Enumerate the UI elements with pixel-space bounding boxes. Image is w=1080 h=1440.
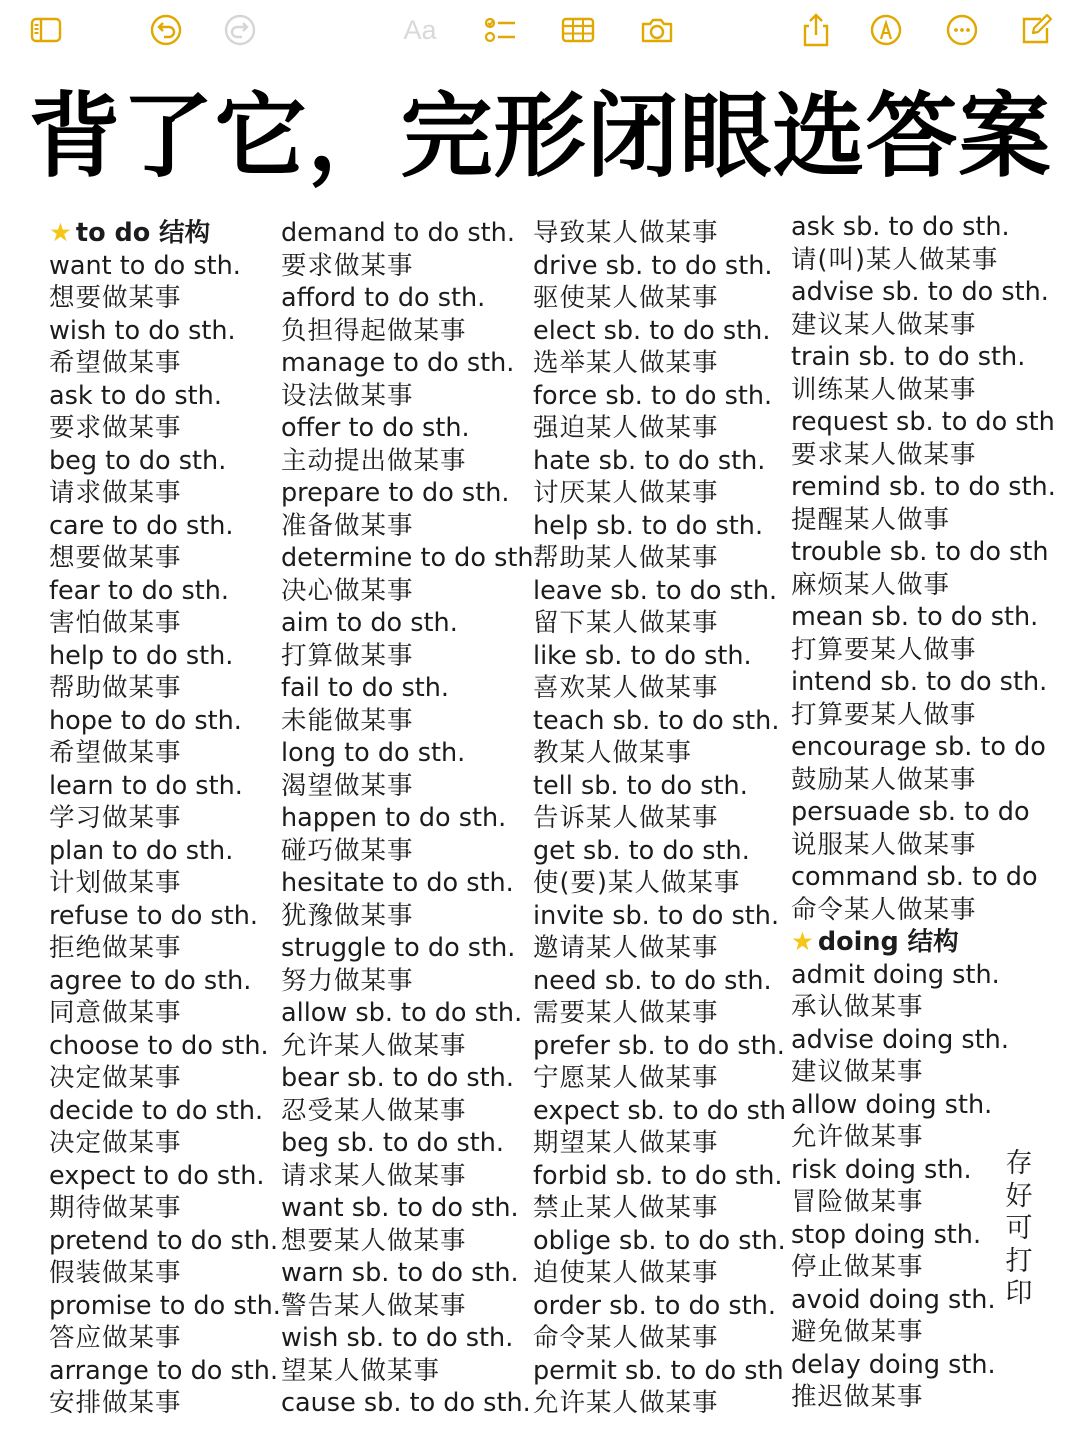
- vocab-line: manage to do sth.: [281, 348, 515, 378]
- vocab-line: 负担得起做某事: [281, 315, 467, 346]
- vocab-line: hope to do sth.: [49, 705, 242, 736]
- vocab-line: oblige sb. to do sth.: [533, 1225, 786, 1256]
- side-note: [1004, 1148, 1034, 1311]
- vocab-line: 主动提出做某事: [281, 445, 467, 476]
- vocab-line: 建议做某事: [791, 1057, 924, 1087]
- vocab-line: 要求做某事: [281, 250, 414, 281]
- vocab-line: 想要做某事: [49, 543, 182, 573]
- vocab-line: 停止做某事: [791, 1252, 924, 1282]
- vocab-line: forbid sb. to do sth.: [533, 1160, 783, 1191]
- camera-icon[interactable]: [637, 10, 677, 50]
- vocab-line: 决心做某事: [281, 575, 414, 606]
- vocab-line: intend sb. to do sth.: [791, 667, 1048, 697]
- vocab-line: 允许某人做某事: [533, 1388, 719, 1418]
- vocab-line: 导致某人做某事: [533, 218, 719, 248]
- sparkle-star-icon: ★: [791, 927, 814, 957]
- vocab-line: 需要某人做某事: [533, 998, 719, 1028]
- vocab-line: prepare to do sth.: [281, 478, 510, 508]
- vocab-line: 请(叫)某人做某事: [791, 244, 999, 275]
- vocab-line: help to do sth.: [49, 640, 234, 671]
- vocab-line: refuse to do sth.: [49, 900, 258, 931]
- vocab-line: 设法做某事: [281, 380, 414, 411]
- vocab-line: 鼓励某人做某事: [791, 764, 977, 795]
- vocab-line: trouble sb. to do sth: [791, 537, 1049, 567]
- vocab-line: expect to do sth.: [49, 1160, 265, 1191]
- side-note-char: 存: [1005, 1148, 1033, 1179]
- vocab-line: 答应做某事: [49, 1323, 182, 1353]
- vocab-line: 强迫某人做某事: [533, 413, 719, 443]
- vocab-line: agree to do sth.: [49, 965, 252, 996]
- vocab-line: plan to do sth.: [49, 835, 234, 866]
- vocab-line: 决定做某事: [49, 1063, 182, 1093]
- vocab-line: 要求做某事: [49, 413, 182, 443]
- vocab-line: 决定做某事: [49, 1128, 182, 1158]
- vocab-line: aim to do sth.: [281, 608, 458, 638]
- vocab-line: 同意做某事: [49, 998, 182, 1028]
- vocab-line: 避免做某事: [791, 1317, 924, 1347]
- vocab-line: pretend to do sth.: [49, 1225, 279, 1256]
- vocab-line: 请求做某事: [49, 478, 182, 508]
- vocab-line: 选举某人做某事: [533, 348, 719, 378]
- vocab-line: hate sb. to do sth.: [533, 445, 766, 476]
- vocab-line: 打算要某人做事: [791, 634, 977, 665]
- vocab-line: 犹豫做某事: [281, 900, 414, 931]
- vocab-line: like sb. to do sth.: [533, 640, 752, 671]
- share-icon[interactable]: [796, 10, 836, 50]
- vocab-line: beg sb. to do sth.: [281, 1128, 505, 1158]
- vocab-line: bear sb. to do sth.: [281, 1063, 514, 1093]
- vocab-line: help sb. to do sth.: [533, 510, 764, 541]
- vocab-line: 未能做某事: [281, 705, 414, 736]
- vocab-line: encourage sb. to do: [791, 732, 1046, 762]
- vocab-line: fail to do sth.: [281, 673, 450, 703]
- vocab-line: mean sb. to do sth.: [791, 602, 1039, 632]
- vocab-line: 安排做某事: [49, 1388, 182, 1418]
- vocab-line: 帮助某人做某事: [533, 543, 719, 573]
- vocab-line: 推迟做某事: [791, 1382, 924, 1412]
- vocab-line: ask to do sth.: [49, 380, 222, 411]
- vocab-line: want sb. to do sth.: [281, 1193, 519, 1223]
- vocab-line: care to do sth.: [49, 510, 234, 541]
- vocab-line: 宁愿某人做某事: [533, 1063, 719, 1093]
- vocab-line: 麻烦某人做事: [791, 569, 951, 600]
- vocab-line: elect sb. to do sth.: [533, 315, 771, 346]
- vocab-line: 望某人做某事: [281, 1355, 441, 1386]
- vocab-line: cause sb. to do sth.: [281, 1388, 531, 1418]
- more-icon[interactable]: [942, 10, 982, 50]
- vocab-line: 努力做某事: [281, 965, 414, 996]
- vocab-line: 渴望做某事: [281, 770, 414, 801]
- markup-icon[interactable]: [866, 10, 906, 50]
- vocab-line: 计划做某事: [49, 868, 182, 898]
- vocab-line: teach sb. to do sth.: [533, 705, 780, 736]
- vocab-line: promise to do sth.: [49, 1290, 281, 1321]
- vocab-line: 提醒某人做事: [791, 504, 951, 535]
- vocab-line: get sb. to do sth.: [533, 835, 750, 866]
- vocab-line: 害怕做某事: [49, 608, 182, 638]
- vocab-line: warn sb. to do sth.: [281, 1258, 519, 1288]
- undo-icon[interactable]: [146, 10, 186, 50]
- vocab-line: offer to do sth.: [281, 413, 470, 443]
- vocab-line: persuade sb. to do: [791, 797, 1030, 827]
- vocab-line: 建议某人做某事: [791, 309, 977, 340]
- vocab-line: 迫使某人做某事: [533, 1258, 719, 1288]
- vocab-line: drive sb. to do sth.: [533, 250, 773, 281]
- vocab-line: 告诉某人做某事: [533, 803, 719, 833]
- table-icon[interactable]: [558, 10, 598, 50]
- vocab-line: beg to do sth.: [49, 445, 227, 476]
- vocab-line: 准备做某事: [281, 510, 414, 541]
- vocab-line: 忍受某人做某事: [281, 1095, 467, 1126]
- vocab-line: order sb. to do sth.: [533, 1290, 776, 1321]
- sidebar-icon[interactable]: [26, 10, 66, 50]
- vocab-line: tell sb. to do sth.: [533, 770, 748, 801]
- vocab-line: 学习做某事: [49, 803, 182, 833]
- vocab-line: permit sb. to do sth: [533, 1355, 784, 1386]
- vocab-line: struggle to do sth.: [281, 933, 516, 963]
- column-3: [533, 217, 786, 1420]
- sparkle-star-icon: ★: [49, 218, 72, 248]
- vocab-line: need sb. to do sth.: [533, 965, 772, 996]
- vocab-line: happen to do sth.: [281, 803, 507, 833]
- checklist-icon[interactable]: [480, 10, 520, 50]
- vocab-line: 禁止某人做某事: [533, 1193, 719, 1223]
- vocab-line: 说服某人做某事: [791, 829, 977, 860]
- vocab-line: delay doing sth.: [791, 1349, 996, 1380]
- column-1: [49, 217, 281, 1420]
- redo-icon[interactable]: [220, 10, 260, 50]
- vocab-line: 请求某人做某事: [281, 1160, 467, 1191]
- vocab-line: risk doing sth.: [791, 1154, 972, 1185]
- vocab-line: 想要某人做某事: [281, 1225, 467, 1256]
- vocab-line: avoid doing sth.: [791, 1284, 996, 1315]
- vocab-line: 讨厌某人做某事: [533, 478, 719, 508]
- vocab-line: choose to do sth.: [49, 1030, 269, 1061]
- vocab-line: decide to do sth.: [49, 1095, 264, 1126]
- vocab-line: 碰巧做某事: [281, 835, 414, 866]
- vocab-line: admit doing sth.: [791, 959, 1000, 990]
- vocab-line: allow sb. to do sth.: [281, 998, 523, 1028]
- vocab-line: remind sb. to do sth.: [791, 472, 1056, 502]
- vocab-line: afford to do sth.: [281, 283, 486, 313]
- vocab-line: force sb. to do sth.: [533, 380, 773, 411]
- vocab-line: 命令某人做某事: [791, 894, 977, 925]
- section-heading: ★ to do 结构: [49, 218, 211, 248]
- vocab-line: 假装做某事: [49, 1258, 182, 1288]
- notes-toolbar: [0, 0, 1080, 58]
- vocab-line: 希望做某事: [49, 738, 182, 768]
- vocab-line: 教某人做某事: [533, 738, 693, 768]
- vocab-line: stop doing sth.: [791, 1219, 982, 1250]
- vocab-line: train sb. to do sth.: [791, 342, 1026, 372]
- vocab-line: 邀请某人做某事: [533, 933, 719, 963]
- vocab-line: invite sb. to do sth.: [533, 900, 780, 931]
- vocab-line: demand to do sth.: [281, 218, 515, 248]
- side-note-char: 印: [1005, 1278, 1033, 1309]
- vocab-line: advise sb. to do sth.: [791, 277, 1049, 307]
- vocab-line: prefer sb. to do sth.: [533, 1030, 785, 1061]
- vocab-line: 冒险做某事: [791, 1187, 924, 1217]
- vocab-line: 打算要某人做事: [791, 699, 977, 730]
- side-note-char: 可: [1005, 1213, 1033, 1244]
- vocab-line: 允许某人做某事: [281, 1030, 467, 1061]
- compose-icon[interactable]: [1016, 10, 1056, 50]
- vocab-line: 希望做某事: [49, 348, 182, 378]
- side-note-char: 打: [1005, 1245, 1033, 1277]
- vocab-line: hesitate to do sth.: [281, 868, 514, 898]
- vocab-line: arrange to do sth.: [49, 1355, 279, 1386]
- page-title: 背了它，完形闭眼选答案: [28, 83, 1052, 190]
- vocab-line: 命令某人做某事: [533, 1323, 719, 1353]
- vocab-line: 训练某人做某事: [791, 374, 977, 405]
- vocab-line: 要求某人做某事: [791, 439, 977, 470]
- vocab-line: 帮助做某事: [49, 673, 182, 703]
- side-note-char: 好: [1005, 1180, 1033, 1212]
- vocab-line: 承认做某事: [791, 992, 924, 1022]
- vocab-line: advise doing sth.: [791, 1024, 1009, 1055]
- vocab-line: allow doing sth.: [791, 1089, 993, 1120]
- vocab-line: 允许做某事: [791, 1122, 924, 1152]
- vocab-line: request sb. to do sth: [791, 407, 1055, 437]
- section-heading: ★ doing 结构: [791, 927, 959, 957]
- vocab-line: 打算做某事: [281, 640, 414, 671]
- vocab-line: 警告某人做某事: [281, 1290, 467, 1321]
- text-format-icon[interactable]: Aa: [403, 14, 437, 45]
- vocab-line: 留下某人做某事: [533, 608, 719, 638]
- vocab-line: expect sb. to do sth: [533, 1095, 787, 1126]
- vocab-line: leave sb. to do sth.: [533, 575, 778, 606]
- column-2: [281, 217, 542, 1420]
- vocab-line: 喜欢某人做某事: [533, 673, 719, 703]
- vocab-line: learn to do sth.: [49, 770, 243, 801]
- vocab-line: command sb. to do: [791, 862, 1038, 892]
- vocab-line: want to do sth.: [49, 250, 241, 281]
- vocab-line: 期待做某事: [49, 1193, 182, 1223]
- vocab-line: ask sb. to do sth.: [791, 212, 1010, 242]
- vocab-line: determine to do sth.: [281, 543, 542, 573]
- vocab-line: 拒绝做某事: [49, 933, 182, 963]
- vocab-line: 使(要)某人做某事: [533, 868, 741, 898]
- vocab-line: 想要做某事: [49, 283, 182, 313]
- vocab-line: 驱使某人做某事: [533, 283, 719, 313]
- vocab-line: 期望某人做某事: [533, 1128, 719, 1158]
- vocab-line: wish to do sth.: [49, 315, 236, 346]
- vocab-line: wish sb. to do sth.: [281, 1323, 514, 1353]
- vocab-line: fear to do sth.: [49, 575, 230, 606]
- vocab-line: long to do sth.: [281, 738, 466, 768]
